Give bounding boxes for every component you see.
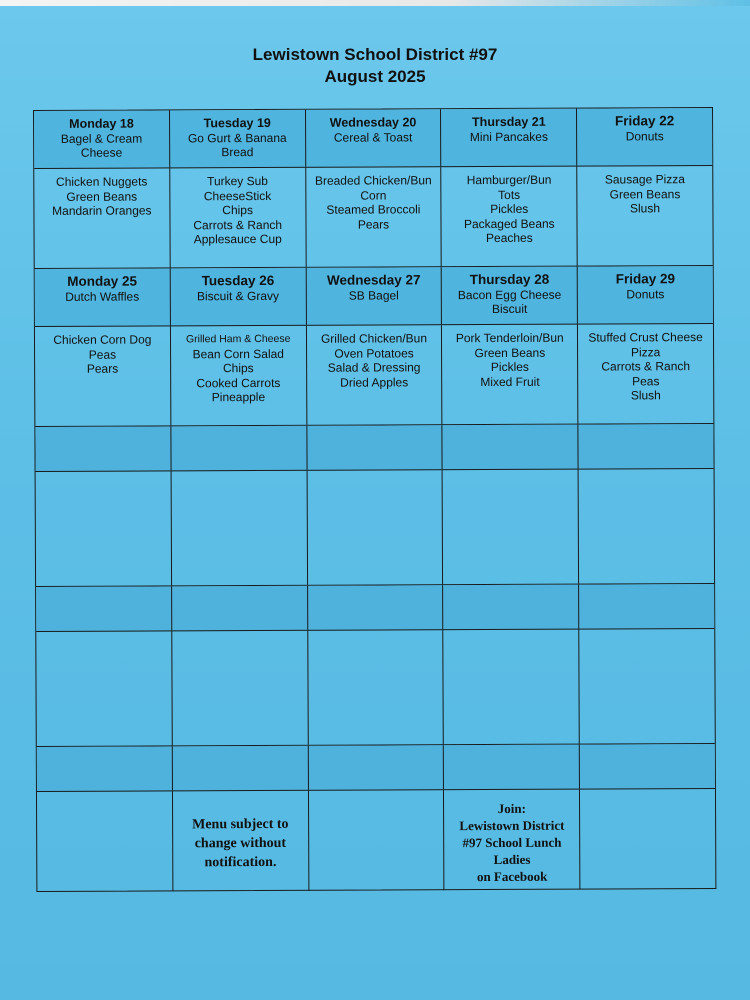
day-cell-thursday-28 [442,267,578,325]
lunch-cell-tuesday-19 [170,168,306,268]
lunch-cell-tuesday-26 [171,326,307,426]
lunch-item: Grilled Chicken/Bun [320,331,428,346]
empty-cell [579,469,714,584]
lunch-item: Chicken Nuggets [55,174,148,189]
empty-cell [307,470,443,585]
lunch-item: Oven Potatoes [334,345,414,361]
lunch-item: Grilled Ham & Cheese [185,332,291,346]
lunch-item: Packaged Beans [463,216,555,231]
lunch-item: Chips [222,361,254,376]
empty-cell [35,426,171,471]
lunch-cell-thursday-28 [442,325,578,425]
lunch-item: Green Beans [609,186,681,201]
lunch-item: Hamburger/Bun [466,172,552,188]
empty-cell [171,471,307,586]
note-line: Menu subject to [192,816,289,833]
day-label: Thursday 28 [469,271,550,288]
empty-cell [172,631,308,746]
day-cell-friday-29 [578,266,713,324]
lunch-cell-wednesday-20 [306,167,442,267]
empty-cell [580,744,715,789]
lunch-item: Peas [632,373,660,388]
lunch-item: Carrots & Ranch [601,359,691,374]
lunch-item: Carrots & Ranch [193,217,283,232]
week2-breakfast-row [35,266,713,327]
note-line: notification. [204,854,277,871]
empty-cell [37,746,173,791]
lunch-item: Stuffed Crust Cheese [588,330,703,345]
lunch-item: Corn [360,187,387,203]
lunch-item: Pickles [490,359,529,375]
breakfast-item: Donuts [625,128,664,143]
empty-cell [443,425,579,470]
empty-cell [308,745,444,790]
empty-cell [308,630,444,745]
lunch-item: Pickles [490,201,529,217]
empty-menu-row [36,629,714,747]
join-line: #97 School Lunch [462,834,562,851]
lunch-item: Turkey Sub [207,173,268,189]
day-label: Monday 18 [69,116,134,131]
empty-cell [307,425,443,470]
lunch-item: Pineapple [211,389,266,405]
lunch-item: Pork Tenderloin/Bun [455,330,564,346]
lunch-item: Applesauce Cup [193,231,282,247]
menu-calendar-grid [33,107,716,892]
month-title: August 2025 [324,67,426,86]
lunch-item: Mandarin Oranges [52,203,152,218]
footer-row [37,789,715,892]
empty-cell [443,585,579,630]
day-label: Wednesday 27 [326,272,421,288]
lunch-item: Cooked Carrots [196,375,281,390]
join-line: Lewistown District [459,817,565,834]
day-label: Tuesday 19 [203,115,271,131]
breakfast-item: Mini Pancakes [469,129,548,144]
day-label: Monday 25 [67,273,138,289]
empty-cell [579,629,714,744]
breakfast-item: Cereal & Toast [333,129,413,145]
empty-cell [444,630,580,745]
lunch-item: Pizza [630,344,661,359]
empty-cell [443,470,579,585]
empty-header-row [36,584,714,632]
join-line: on Facebook [476,868,548,885]
lunch-item: Sausage Pizza [604,172,685,187]
lunch-item: Tots [498,187,521,202]
empty-header-row [35,424,713,472]
lunch-item: Chicken Corn Dog [53,332,152,347]
breakfast-item: Biscuit & Gravy [196,288,280,303]
day-cell-monday-18 [34,110,170,168]
note-line: change without [194,835,287,852]
empty-cell [36,586,172,631]
lunch-item: Bean Corn Salad [192,346,284,361]
day-label: Friday 29 [615,271,675,287]
lunch-item: Steamed Broccoli [326,202,421,217]
day-cell-monday-25 [35,268,171,326]
day-label: Friday 22 [614,113,675,129]
join-line: Ladies [493,851,531,867]
breakfast-item: Bagel & Cream [60,131,143,146]
facebook-join-note [444,790,580,891]
day-cell-tuesday-19 [170,110,306,168]
empty-cell [308,585,444,630]
lunch-cell-friday-29 [578,324,713,424]
menu-change-note [173,791,309,892]
empty-cell [172,586,308,631]
week1-breakfast-row [34,108,712,169]
empty-cell [444,745,580,790]
day-label: Thursday 21 [471,114,546,130]
lunch-item: Slush [630,388,661,403]
breakfast-item: Go Gurt & Banana [187,130,287,145]
day-label: Wednesday 20 [329,115,417,130]
day-cell-wednesday-27 [306,267,442,325]
empty-cell [309,790,445,891]
empty-cell [173,746,309,791]
lunch-item: Peas [88,347,117,362]
lunch-cell-monday-25 [35,326,171,426]
lunch-item: Pears [357,216,390,232]
lunch-item: Breaded Chicken/Bun [314,173,432,188]
breakfast-item: Donuts [626,286,665,301]
lunch-item: Chips [222,203,254,218]
breakfast-item: Biscuit [491,301,528,316]
empty-cell [579,584,714,629]
paper-top-edge [0,0,750,6]
day-label: Tuesday 26 [201,272,275,289]
breakfast-item: Cheese [80,145,123,160]
breakfast-item: Bread [221,145,254,160]
day-cell-friday-22 [577,108,712,166]
empty-menu-row [36,469,714,587]
lunch-cell-thursday-21 [442,167,578,267]
day-cell-wednesday-20 [306,109,442,167]
join-line: Join: [497,800,526,816]
week1-lunch-row [34,166,712,269]
empty-cell [171,426,307,471]
empty-header-row [37,744,715,792]
district-title: Lewistown School District #97 [252,45,498,64]
week2-lunch-row [35,324,713,427]
empty-cell [36,631,172,746]
lunch-cell-friday-22 [577,166,712,266]
empty-cell [580,789,715,890]
breakfast-item: Bacon Egg Cheese [457,287,562,302]
day-cell-thursday-21 [441,109,577,167]
lunch-item: Green Beans [474,345,546,360]
day-cell-tuesday-26 [170,268,306,326]
lunch-item: Pears [86,361,119,376]
breakfast-item: Dutch Waffles [65,289,140,304]
empty-cell [36,471,172,586]
lunch-cell-wednesday-27 [307,325,443,425]
lunch-item: Slush [629,201,661,216]
empty-cell [37,791,173,892]
lunch-cell-monday-18 [34,168,170,268]
lunch-item: Mixed Fruit [480,374,540,389]
lunch-item: Dried Apples [340,374,409,390]
empty-cell [579,424,714,469]
lunch-item: Salad & Dressing [327,360,421,375]
lunch-item: Green Beans [66,189,138,204]
lunch-item: Peaches [485,230,533,246]
breakfast-item: SB Bagel [348,287,399,303]
lunch-item: CheeseStick [203,188,272,203]
